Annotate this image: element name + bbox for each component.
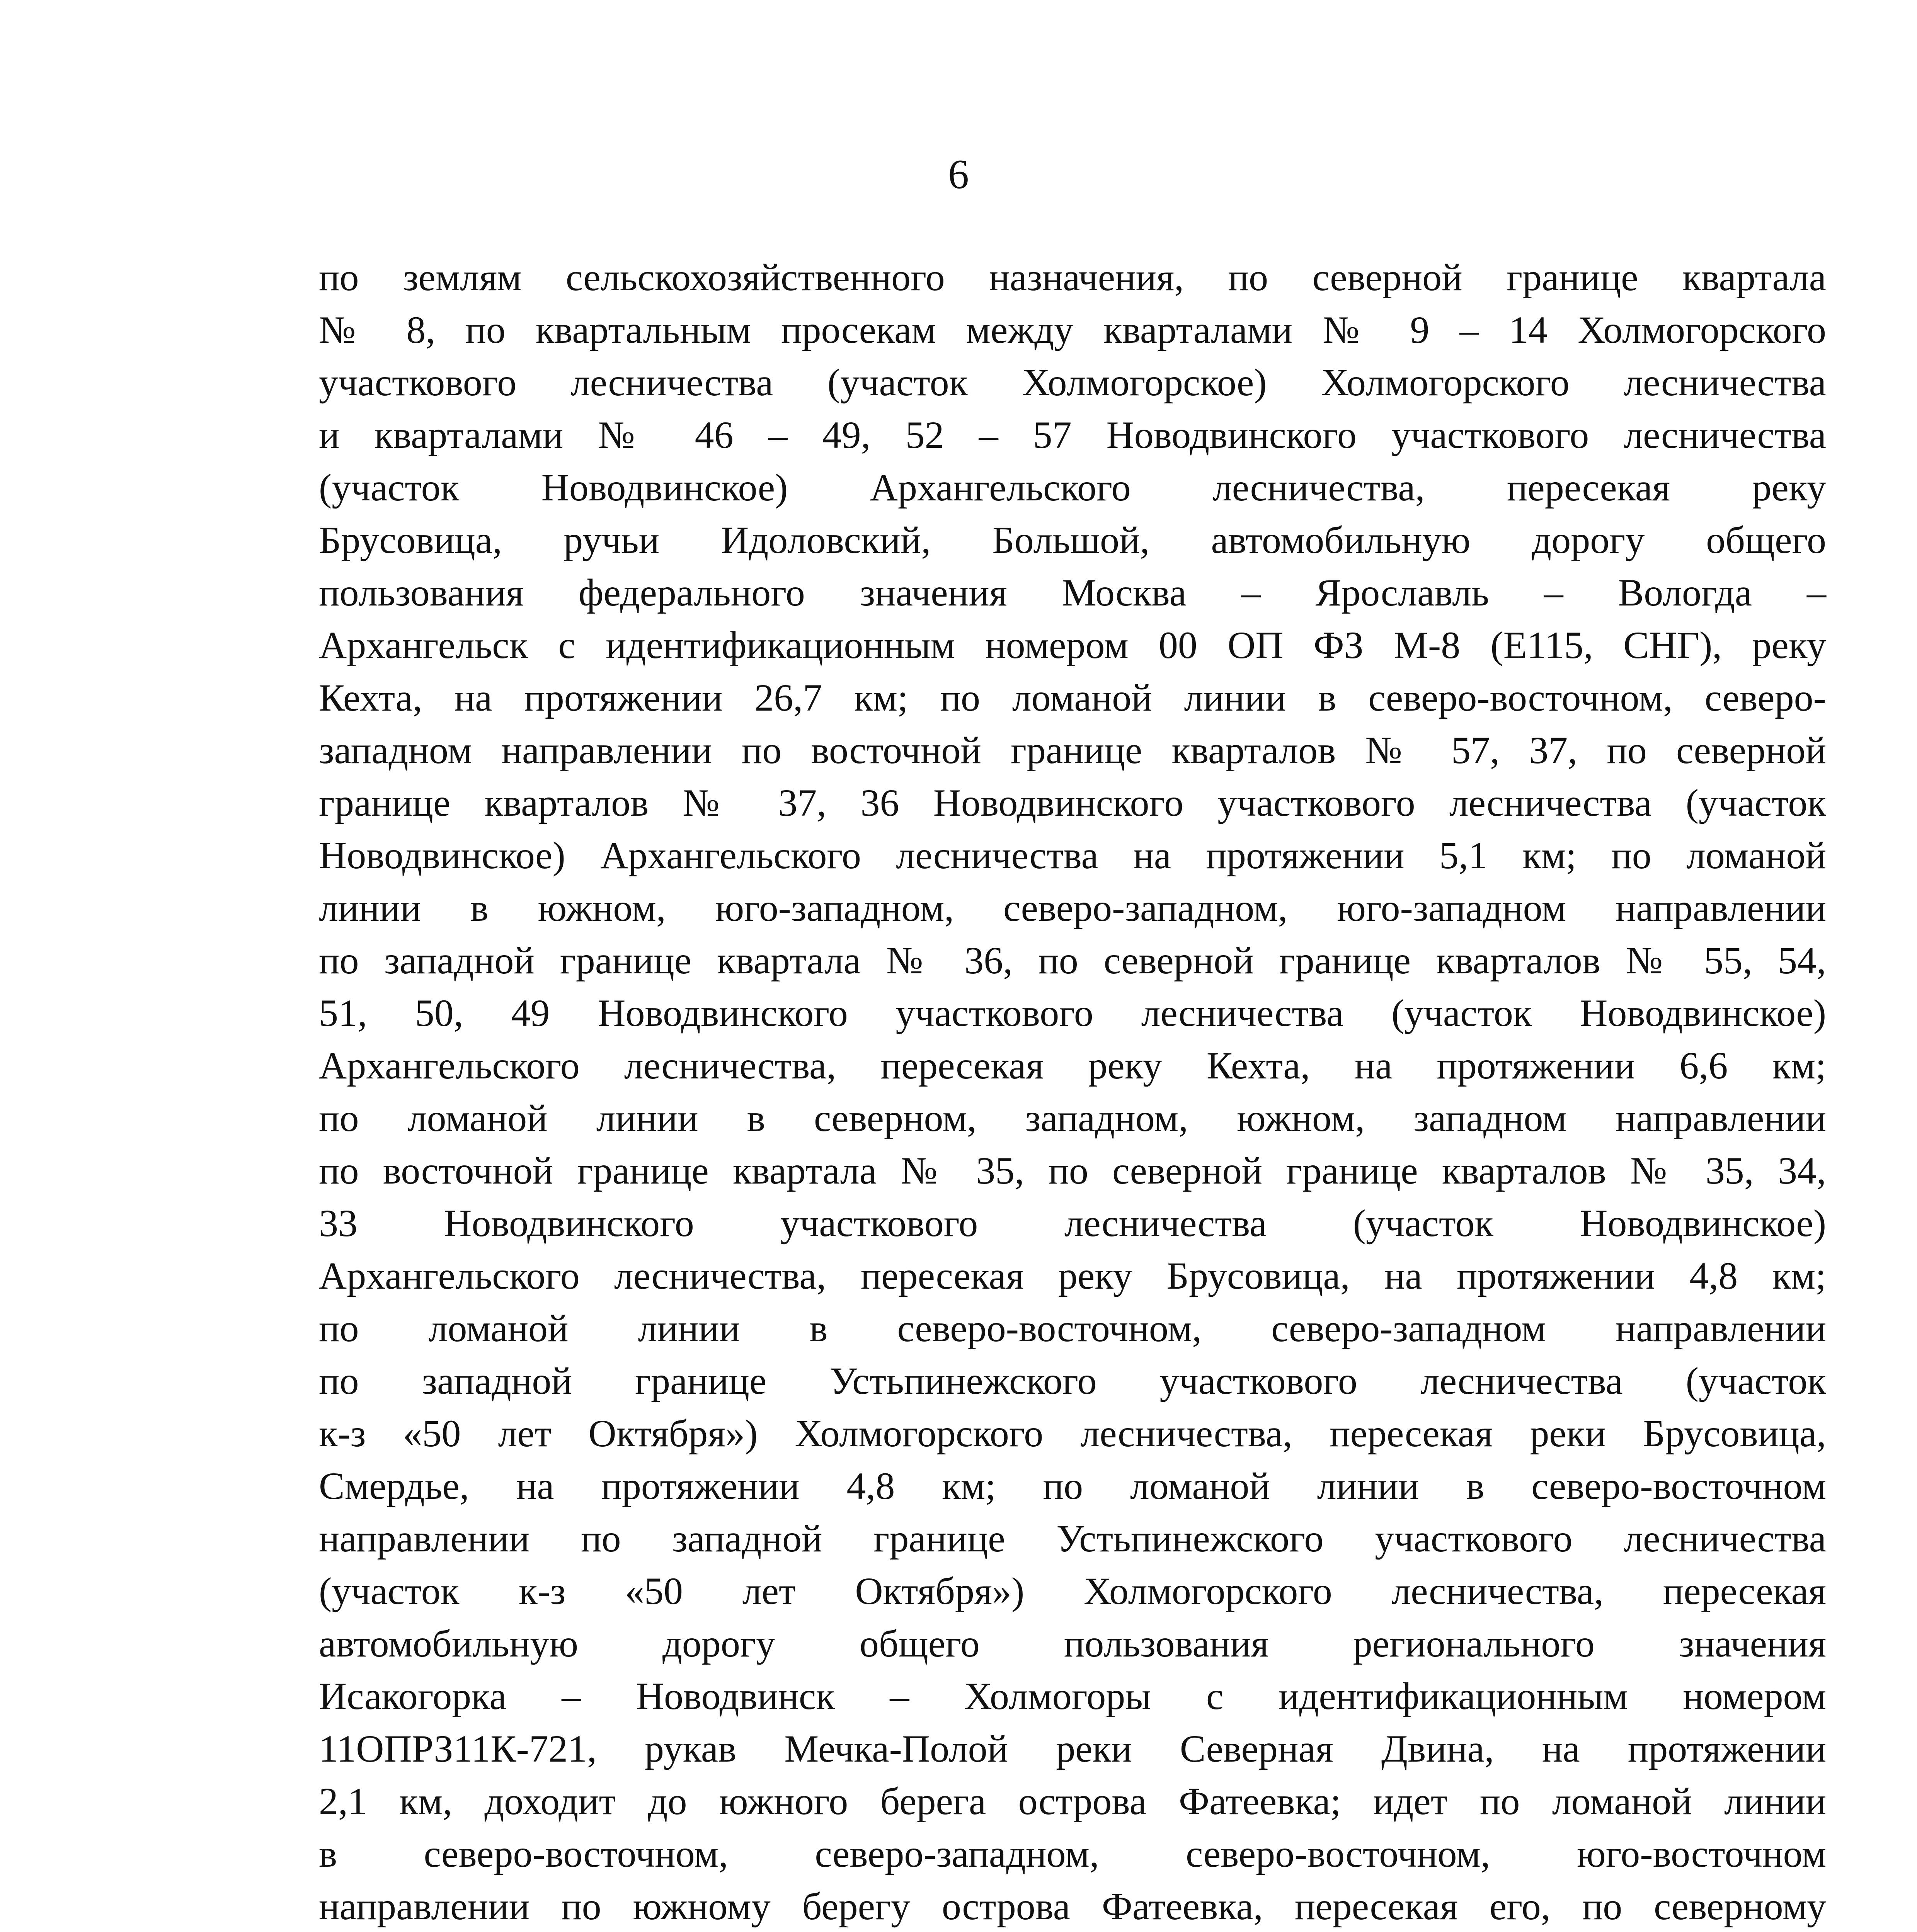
- text-line: Смердье, на протяжении 4,8 км; по ломаной линии в северо-восточном: [319, 1464, 1826, 1507]
- text-line: Архангельского лесничества, пересекая реку Брусовица, на протяжении 4,8 км;: [319, 1254, 1826, 1297]
- text-line: (участок Новодвинское) Архангельского лесничества, пересекая реку: [319, 466, 1826, 509]
- text-line: (участок к-з «50 лет Октября») Холмогорского лесничества, пересекая: [319, 1570, 1826, 1612]
- text-line: пользования федерального значения Москва – Ярославль – Вологда –: [319, 571, 1826, 614]
- text-line: Новодвинское) Архангельского лесничества на протяжении 5,1 км; по ломаной: [319, 834, 1826, 877]
- text-line: 51, 50, 49 Новодвинского участкового лесничества (участок Новодвинское): [319, 992, 1826, 1034]
- text-line: по западной границе Устьпинежского участкового лесничества (участок: [319, 1359, 1826, 1402]
- body-text: [319, 251, 1826, 1932]
- text-line: по землям сельскохозяйственного назначения, по северной границе квартала: [319, 256, 1826, 299]
- text-line: № 8, по квартальным просекам между кварталами № 9 – 14 Холмогорского: [319, 308, 1826, 351]
- text-line: 33 Новодвинского участкового лесничества (участок Новодвинское): [319, 1202, 1826, 1245]
- text-line: Исакогорка – Новодвинск – Холмогоры с идентификационным номером: [319, 1675, 1826, 1718]
- text-line: участкового лесничества (участок Холмогорское) Холмогорского лесничества: [319, 361, 1826, 404]
- text-line: и кварталами № 46 – 49, 52 – 57 Новодвинского участкового лесничества: [319, 413, 1826, 456]
- text-line: Брусовица, ручьи Идоловский, Большой, автомобильную дорогу общего: [319, 519, 1826, 561]
- text-line: по ломаной линии в северном, западном, южном, западном направлении: [319, 1097, 1826, 1139]
- text-line: линии в южном, юго-западном, северо-западном, юго-западном направлении: [319, 886, 1826, 929]
- text-line: по западной границе квартала № 36, по северной границе кварталов № 55, 54,: [319, 939, 1826, 982]
- text-line: автомобильную дорогу общего пользования регионального значения: [319, 1622, 1826, 1665]
- text-line: Архангельск с идентификационным номером 00 ОП ФЗ М-8 (Е115, СНГ), реку: [319, 624, 1826, 667]
- text-line: западном направлении по восточной границе кварталов № 57, 37, по северной: [319, 729, 1826, 772]
- page-number: 6: [948, 151, 969, 197]
- text-line: 11ОПРЗ11К-721, рукав Мечка-Полой реки Северная Двина, на протяжении: [319, 1727, 1826, 1770]
- text-line: по ломаной линии в северо-восточном, северо-западном направлении: [319, 1307, 1826, 1350]
- text-line: направлении по западной границе Устьпинежского участкового лесничества: [319, 1517, 1826, 1560]
- text-line: к-з «50 лет Октября») Холмогорского лесничества, пересекая реки Брусовица,: [319, 1412, 1826, 1455]
- text-line: 2,1 км, доходит до южного берега острова Фатеевка; идет по ломаной линии: [319, 1780, 1826, 1823]
- text-line: Архангельского лесничества, пересекая реку Кехта, на протяжении 6,6 км;: [319, 1044, 1826, 1087]
- text-line: границе кварталов № 37, 36 Новодвинского участкового лесничества (участок: [319, 781, 1826, 824]
- text-line: Кехта, на протяжении 26,7 км; по ломаной линии в северо-восточном, северо-: [319, 676, 1826, 719]
- text-line: в северо-восточном, северо-западном, северо-восточном, юго-восточном: [319, 1832, 1826, 1875]
- text-line: направлении по южному берегу острова Фатеевка, пересекая его, по северному: [319, 1885, 1826, 1928]
- text-line: по восточной границе квартала № 35, по северной границе кварталов № 35, 34,: [319, 1149, 1826, 1192]
